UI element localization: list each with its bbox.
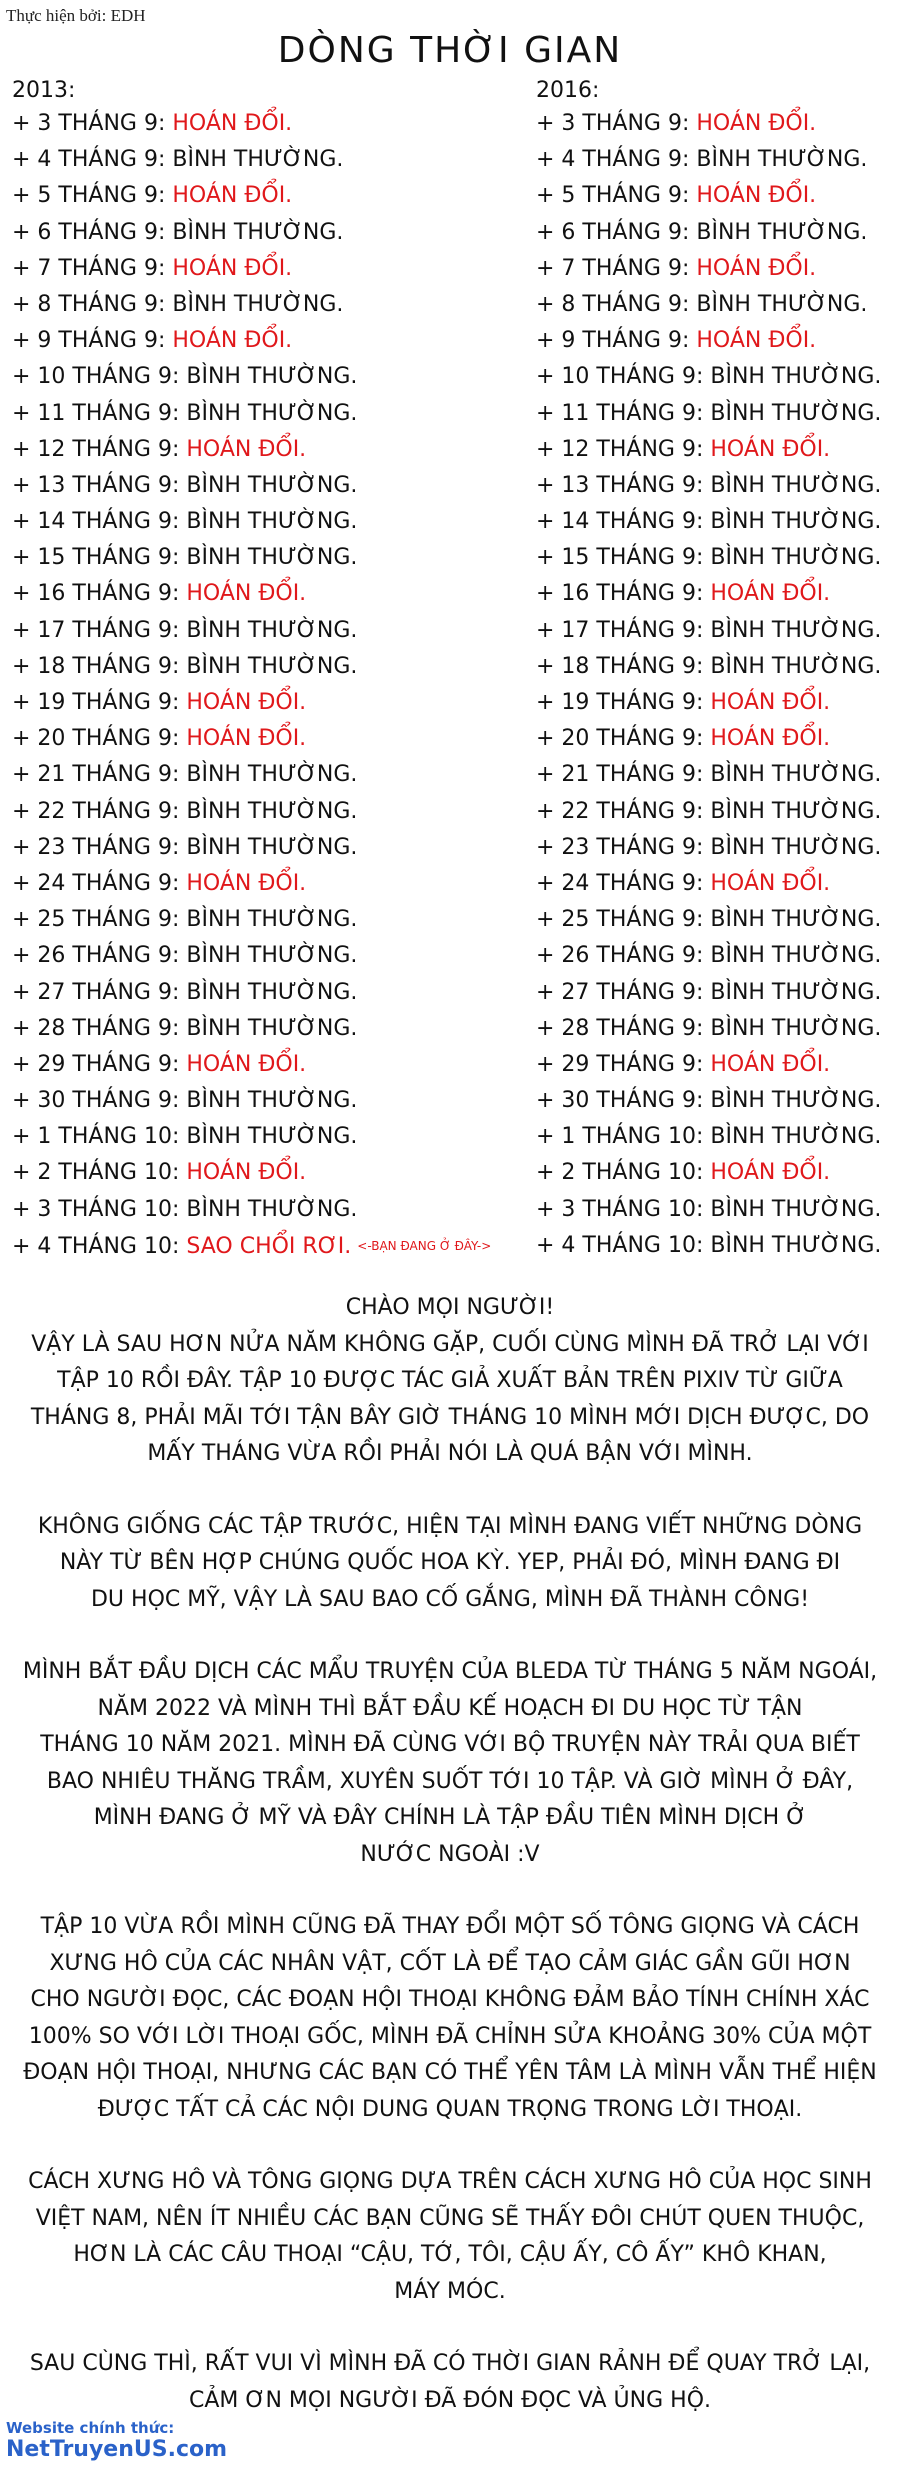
timeline-entry [12,613,532,649]
entry-status: HOÁN ĐỔI. [710,1160,831,1186]
timeline-entry [12,757,532,793]
timeline-entry [536,215,896,251]
entry-date: + 2 THÁNG 10: [12,1160,187,1186]
entry-date: + 28 THÁNG 9: [536,1015,711,1041]
entry-status: BÌNH THƯỜNG. [172,147,344,173]
timeline-entry [536,1047,896,1083]
entry-date: + 13 THÁNG 9: [12,472,187,498]
letter-line: CHÀO MỌI NGƯỜI! [345,1295,555,1320]
entry-status: HOÁN ĐỔI. [186,1051,307,1077]
timeline-entry [536,938,896,974]
entry-date: + 30 THÁNG 9: [536,1088,711,1114]
entry-status: HOÁN ĐỔI. [186,1160,307,1186]
timeline-entry [536,1011,896,1047]
entry-status: BÌNH THƯỜNG. [172,291,344,317]
entry-status: HOÁN ĐỔI. [172,255,293,281]
site-footer [6,2418,227,2462]
entry-status: HOÁN ĐỔI. [696,111,817,136]
timeline-entry [536,685,896,721]
entry-date: + 16 THÁNG 9: [536,581,711,607]
timeline-entry [12,830,532,866]
entry-date: + 3 THÁNG 10: [12,1196,187,1222]
year-heading: 2013: [12,78,76,103]
entry-date: + 17 THÁNG 9: [536,617,711,643]
timeline-entry [536,975,896,1011]
timeline-entry [12,106,532,142]
year-heading: 2016: [536,78,600,103]
timeline-entry [536,576,896,612]
letter-line: NĂM 2022 VÀ MÌNH THÌ BẮT ĐẦU KẾ HOẠCH ĐI DU HỌC TỪ TẬN [97,1695,803,1721]
entry-date: + 5 THÁNG 9: [12,183,173,209]
entry-date: + 26 THÁNG 9: [536,943,711,969]
letter-line: CẢM ƠN MỌI NGƯỜI ĐÃ ĐÓN ĐỌC VÀ ỦNG HỘ. [188,2387,712,2413]
entry-date: + 19 THÁNG 9: [12,690,187,715]
timeline-entry [536,142,896,178]
footer-site-link[interactable]: NetTruyenUS.com [6,2437,228,2462]
timeline-entry [536,1083,896,1119]
timeline-entry [12,142,532,178]
translator-credit: Thực hiện bởi: EDH [6,6,146,25]
entry-status: HOÁN ĐỔI. [696,183,817,209]
entry-status: BÌNH THƯỜNG. [186,400,358,426]
letter-line: MÌNH ĐANG Ở MỸ VÀ ĐÂY CHÍNH LÀ TẬP ĐẦU TIÊN MÌNH DỊCH Ở [93,1805,807,1830]
entry-status: HOÁN ĐỔI. [710,726,831,752]
timeline-entry [12,251,532,287]
entry-date: + 4 THÁNG 10: [536,1232,711,1258]
timeline-entry [12,468,532,504]
letter-paragraph [0,1290,900,1473]
timeline-entry [12,1228,532,1264]
timeline-entry [12,938,532,974]
entry-date: + 3 THÁNG 9: [12,111,173,136]
timeline-entry [12,649,532,685]
entry-date: + 4 THÁNG 10: [12,1233,187,1259]
timeline-entry [12,1192,532,1228]
letter-paragraph [0,1654,900,1873]
timeline-entry [536,649,896,685]
entry-status: BÌNH THƯỜNG. [186,798,358,824]
letter-paragraph [0,1909,900,2128]
entry-status: BÌNH THƯỜNG. [710,798,882,824]
entry-date: + 14 THÁNG 9: [12,509,187,535]
timeline-entry [536,287,896,323]
timeline-entry [536,106,896,142]
entry-date: + 19 THÁNG 9: [536,690,711,715]
entry-status: BÌNH THƯỜNG. [710,617,882,643]
entry-date: + 11 THÁNG 9: [12,400,187,426]
timeline-entry [536,721,896,757]
timeline-entry [12,576,532,612]
entry-date: + 26 THÁNG 9: [12,943,187,969]
entry-status: BÌNH THƯỜNG. [710,509,882,535]
timeline-entry [536,1228,896,1264]
entry-date: + 27 THÁNG 9: [12,979,187,1005]
timeline-entry [12,287,532,323]
entry-status: HOÁN ĐỔI. [172,111,293,136]
entry-status: BÌNH THƯỜNG. [186,979,358,1005]
entry-date: + 18 THÁNG 9: [12,653,187,679]
letter-line: SAU CÙNG THÌ, RẤT VUI VÌ MÌNH ĐÃ CÓ THỜI GIAN RẢNH ĐỂ QUAY TRỞ LẠI, [29,2351,871,2376]
entry-date: + 9 THÁNG 9: [536,328,697,354]
translator-letter [0,1290,900,2455]
entry-status: BÌNH THƯỜNG. [710,1196,882,1222]
letter-line: NƯỚC NGOÀI :V [360,1841,540,1867]
entry-status: BÌNH THƯỜNG. [186,653,358,679]
timeline-entry [536,1155,896,1191]
entry-status: HOÁN ĐỔI. [710,690,831,715]
entry-date: + 25 THÁNG 9: [536,907,711,933]
entry-status: HOÁN ĐỔI. [710,436,831,462]
letter-line: THÁNG 8, PHẢI MÃI TỚI TẬN BÂY GIỜ THÁNG 10 MÌNH MỚI DỊCH ĐƯỢC, DO [30,1404,870,1430]
letter-line: CHO NGƯỜI ĐỌC, CÁC ĐOẠN HỘI THOẠI KHÔNG ĐẢM BẢO TÍNH CHÍNH XÁC [30,1987,870,2012]
letter-paragraph [0,1509,900,1619]
entry-status: BÌNH THƯỜNG. [710,834,882,860]
letter-line: ĐOẠN HỘI THOẠI, NHƯNG CÁC BẠN CÓ THỂ YÊN TÂM LÀ MÌNH VẪN THỂ HIỆN [23,2060,877,2085]
entry-date: + 15 THÁNG 9: [12,545,187,571]
entry-status: BÌNH THƯỜNG. [710,943,882,969]
entry-date: + 12 THÁNG 9: [12,436,187,462]
entry-status: BÌNH THƯỜNG. [186,907,358,933]
entry-status: HOÁN ĐỔI. [186,870,307,896]
entry-status: BÌNH THƯỜNG. [710,1232,882,1258]
timeline-entry [536,432,896,468]
entry-date: + 2 THÁNG 10: [536,1160,711,1186]
entry-status: HOÁN ĐỔI. [186,581,307,607]
entry-date: + 22 THÁNG 9: [12,798,187,824]
entry-status: HOÁN ĐỔI. [186,690,307,715]
letter-line: VẬY LÀ SAU HƠN NỬA NĂM KHÔNG GẶP, CUỐI CÙNG MÌNH ĐÃ TRỞ LẠI VỚI [31,1331,869,1357]
entry-status: HOÁN ĐỔI. [186,436,307,462]
timeline-entry [12,396,532,432]
entry-date: + 8 THÁNG 9: [12,291,173,317]
timeline-entry [536,540,896,576]
timeline-entry [536,830,896,866]
timeline-entry [12,1047,532,1083]
timeline-entry [12,359,532,395]
letter-line: ĐƯỢC TẤT CẢ CÁC NỘI DUNG QUAN TRỌNG TRONG LỜI THOẠI. [97,2096,803,2122]
entry-status: HOÁN ĐỔI. [696,328,817,354]
entry-status: BÌNH THƯỜNG. [186,1088,358,1114]
timeline-entry [536,178,896,214]
entry-date: + 10 THÁNG 9: [12,364,187,390]
entry-date: + 25 THÁNG 9: [12,907,187,933]
entry-date: + 20 THÁNG 9: [536,726,711,752]
entry-status: BÌNH THƯỜNG. [186,762,358,788]
timeline-entry [536,359,896,395]
entry-date: + 21 THÁNG 9: [536,762,711,788]
timeline-entry [12,1155,532,1191]
timeline-entry [12,794,532,830]
timeline-entry [12,1011,532,1047]
timeline-entry [12,1083,532,1119]
entry-date: + 9 THÁNG 9: [12,328,173,354]
entry-status: BÌNH THƯỜNG. [710,364,882,390]
entry-status: BÌNH THƯỜNG. [186,472,358,498]
letter-line: MẤY THÁNG VỪA RỒI PHẢI NÓI LÀ QUÁ BẬN VỚI MÌNH. [147,1441,753,1466]
timeline-entry [12,178,532,214]
entry-date: + 8 THÁNG 9: [536,291,697,317]
entry-status: HOÁN ĐỔI. [172,328,293,354]
timeline-entry [536,251,896,287]
timeline-entry [536,396,896,432]
entry-date: + 11 THÁNG 9: [536,400,711,426]
letter-line: VIỆT NAM, NÊN ÍT NHIỀU CÁC BẠN CŨNG SẼ THẤY ĐÔI CHÚT QUEN THUỘC, [35,2205,865,2231]
timeline-entry [12,685,532,721]
entry-status: HOÁN ĐỔI. [710,1051,831,1077]
timeline-entry [536,1192,896,1228]
entry-status: BÌNH THƯỜNG. [710,907,882,933]
timeline-column-2013 [12,76,532,1264]
entry-status: BÌNH THƯỜNG. [710,762,882,788]
entry-date: + 15 THÁNG 9: [536,545,711,571]
timeline-entry [536,468,896,504]
entry-status: BÌNH THƯỜNG. [186,1124,358,1150]
entry-date: + 6 THÁNG 9: [536,219,697,245]
letter-line: TẬP 10 VỪA RỒI MÌNH CŨNG ĐÃ THAY ĐỔI MỘT SỐ TÔNG GIỌNG VÀ CÁCH [40,1914,860,1939]
letter-line: BAO NHIÊU THĂNG TRẦM, XUYÊN SUỐT TỚI 10 TẬP. VÀ GIỜ MÌNH Ở ĐÂY, [46,1768,854,1794]
entry-date: + 29 THÁNG 9: [12,1051,187,1077]
entry-status: BÌNH THƯỜNG. [710,1015,882,1041]
entry-date: + 27 THÁNG 9: [536,979,711,1005]
entry-date: + 23 THÁNG 9: [12,834,187,860]
entry-status: BÌNH THƯỜNG. [710,400,882,426]
entry-status: BÌNH THƯỜNG. [710,1124,882,1150]
entry-date: + 17 THÁNG 9: [12,617,187,643]
letter-line: NÀY TỪ BÊN HỢP CHÚNG QUỐC HOA KỲ. YEP, PHẢI ĐÓ, MÌNH ĐANG ĐI [59,1550,841,1575]
timeline-entry [12,975,532,1011]
entry-date: + 3 THÁNG 10: [536,1196,711,1222]
timeline-entry [12,721,532,757]
timeline-entry [12,504,532,540]
entry-status: BÌNH THƯỜNG. [696,147,868,173]
entry-date: + 29 THÁNG 9: [536,1051,711,1077]
letter-line: CÁCH XƯNG HÔ VÀ TÔNG GIỌNG DỰA TRÊN CÁCH XƯNG HÔ CỦA HỌC SINH [28,2169,872,2194]
timeline-entry [12,866,532,902]
timeline-entry [12,323,532,359]
letter-line: HƠN LÀ CÁC CÂU THOẠI “CẬU, TỚ, TÔI, CẬU ẤY, CÔ ẤY” KHÔ KHAN, [73,2242,827,2267]
timeline-entry [12,902,532,938]
entry-date: + 7 THÁNG 9: [536,255,697,281]
entry-status: BÌNH THƯỜNG. [186,943,358,969]
timeline-entry [536,1119,896,1155]
timeline-entry [536,866,896,902]
entry-status: HOÁN ĐỔI. [710,581,831,607]
letter-line: MÌNH BẮT ĐẦU DỊCH CÁC MẨU TRUYỆN CỦA BLEDA TỪ THÁNG 5 NĂM NGOÁI, [22,1659,878,1684]
entry-status: HOÁN ĐỔI. [710,870,831,896]
letter-line: TẬP 10 RỒI ĐÂY. TẬP 10 ĐƯỢC TÁC GIẢ XUẤT BẢN TRÊN PIXIV TỪ GIỮA [57,1368,843,1393]
timeline-entry [536,613,896,649]
entry-status: SAO CHỔI RƠI. [186,1233,352,1259]
entry-status: BÌNH THƯỜNG. [710,472,882,498]
entry-date: + 5 THÁNG 9: [536,183,697,209]
entry-date: + 4 THÁNG 9: [12,147,173,173]
entry-status: BÌNH THƯỜNG. [186,1196,358,1222]
timeline-column-2016 [536,76,896,1264]
you-are-here-note: <-BẠN ĐANG Ở ĐÂY-> [357,1238,492,1253]
letter-line: MÁY MÓC. [394,2278,506,2304]
timeline-entry [536,323,896,359]
entry-date: + 1 THÁNG 10: [536,1124,711,1150]
entry-status: BÌNH THƯỜNG. [186,1015,358,1041]
entry-status: BÌNH THƯỜNG. [710,545,882,571]
entry-status: HOÁN ĐỔI. [172,183,293,209]
timeline-entry [12,432,532,468]
entry-status: HOÁN ĐỔI. [696,255,817,281]
letter-line: XƯNG HÔ CỦA CÁC NHÂN VẬT, CỐT LÀ ĐỂ TẠO CẢM GIÁC GẦN GŨI HƠN [49,1950,851,1976]
footer-label: Website chính thức: [6,2419,175,2437]
entry-date: + 18 THÁNG 9: [536,653,711,679]
entry-date: + 16 THÁNG 9: [12,581,187,607]
entry-status: BÌNH THƯỜNG. [696,219,868,245]
entry-date: + 23 THÁNG 9: [536,834,711,860]
letter-line: 100% SO VỚI LỜI THOẠI GỐC, MÌNH ĐÃ CHỈNH SỬA KHOẢNG 30% CỦA MỘT [28,2023,872,2049]
letter-paragraph [0,2346,900,2419]
entry-date: + 10 THÁNG 9: [536,364,711,390]
entry-date: + 22 THÁNG 9: [536,798,711,824]
timeline-entry [536,504,896,540]
timeline-entry [536,757,896,793]
entry-status: BÌNH THƯỜNG. [186,834,358,860]
page-title: DÒNG THỜI GIAN [277,30,623,71]
letter-line: THÁNG 10 NĂM 2021. MÌNH ĐÃ CÙNG VỚI BỘ TRUYỆN NÀY TRẢI QUA BIẾT [40,1732,860,1757]
entry-status: BÌNH THƯỜNG. [710,653,882,679]
entry-status: HOÁN ĐỔI. [186,726,307,752]
timeline-entry [536,794,896,830]
entry-status: BÌNH THƯỜNG. [186,617,358,643]
entry-date: + 4 THÁNG 9: [536,147,697,173]
entry-date: + 30 THÁNG 9: [12,1088,187,1114]
entry-status: BÌNH THƯỜNG. [710,979,882,1005]
letter-paragraph [0,2164,900,2310]
entry-status: BÌNH THƯỜNG. [186,545,358,571]
entry-date: + 20 THÁNG 9: [12,726,187,752]
entry-date: + 14 THÁNG 9: [536,509,711,535]
entry-status: BÌNH THƯỜNG. [172,219,344,245]
entry-date: + 13 THÁNG 9: [536,472,711,498]
entry-status: BÌNH THƯỜNG. [186,364,358,390]
entry-status: BÌNH THƯỜNG. [710,1088,882,1114]
entry-date: + 24 THÁNG 9: [536,870,711,896]
entry-date: + 3 THÁNG 9: [536,111,697,136]
entry-date: + 12 THÁNG 9: [536,436,711,462]
entry-date: + 1 THÁNG 10: [12,1124,187,1150]
timeline-entry [12,215,532,251]
entry-status: BÌNH THƯỜNG. [696,291,868,317]
timeline-entry [12,540,532,576]
entry-date: + 21 THÁNG 9: [12,762,187,788]
entry-date: + 24 THÁNG 9: [12,870,187,896]
letter-line: KHÔNG GIỐNG CÁC TẬP TRƯỚC, HIỆN TẠI MÌNH ĐANG VIẾT NHỮNG DÒNG [37,1513,863,1539]
letter-line: DU HỌC MỸ, VẬY LÀ SAU BAO CỐ GẮNG, MÌNH ĐÃ THÀNH CÔNG! [90,1586,810,1612]
entry-date: + 7 THÁNG 9: [12,255,173,281]
entry-date: + 6 THÁNG 9: [12,219,173,245]
timeline-entry [12,1119,532,1155]
timeline-entry [536,902,896,938]
entry-date: + 28 THÁNG 9: [12,1015,187,1041]
entry-status: BÌNH THƯỜNG. [186,509,358,535]
